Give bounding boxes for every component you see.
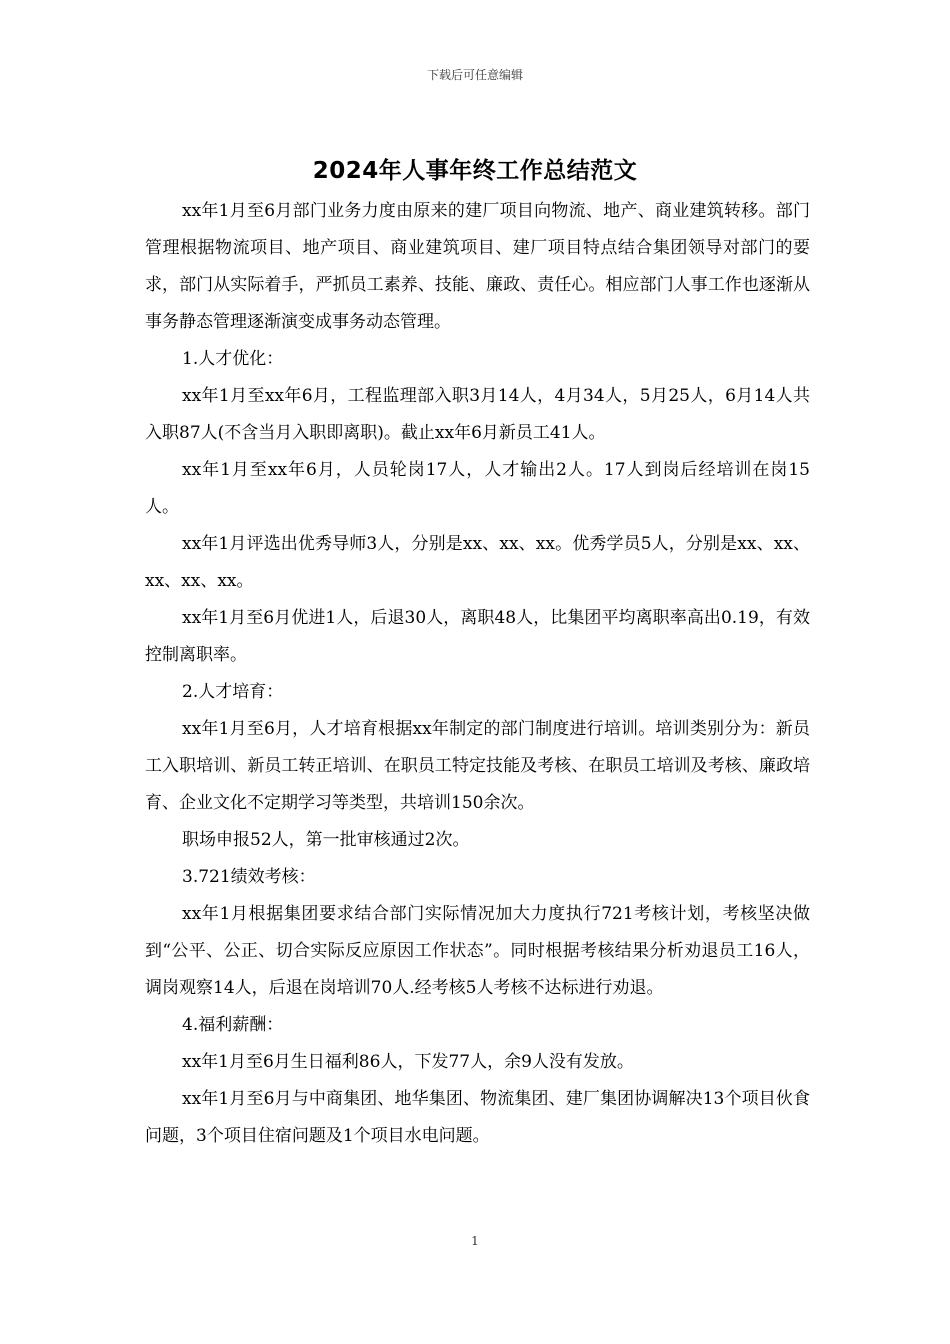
section-heading-performance-review: 3.721绩效考核：: [182, 867, 316, 887]
paragraph: xx年1月至6月优进1人，后退30人，离职48人，比集团平均离职率高出0.19，有效控制离职率。: [145, 608, 810, 665]
paragraph: xx年1月根据集团要求结合部门实际情况加大力度执行721考核计划，考核坚决做到“公平、公正、切合实际反应原因工作状态”。同时根据考核结果分析劝退员工16人，调岗观察14人，后退在岗培训70人.经考核5人考核不达标进行劝退。: [145, 904, 810, 998]
paragraph-intro: xx年1月至6月部门业务力度由原来的建厂项目向物流、地产、商业建筑转移。部门管理根据物流项目、地产项目、商业建筑项目、建厂项目特点结合集团领导对部门的要求，部门从实际着手，严抓员工素养、技能、廉政、责任心。相应部门人事工作也逐渐从事务静态管理逐渐演变成事务动态管理。: [145, 201, 810, 332]
page-header-note: 下载后可任意编辑: [426, 68, 523, 82]
paragraph: xx年1月至6月生日福利86人，下发77人，余9人没有发放。: [182, 1052, 634, 1072]
page-number: 1: [471, 1234, 479, 1248]
paragraph: 职场申报52人，第一批审核通过2次。: [182, 830, 470, 850]
paragraph: xx年1月至6月，人才培育根据xx年制定的部门制度进行培训。培训类别分为：新员工入职培训、新员工转正培训、在职员工特定技能及考核、在职员工培训及考核、廉政培育、企业文化不定期学习等类型，共培训150余次。: [145, 719, 810, 813]
paragraph: xx年1月至xx年6月，人员轮岗17人，人才输出2人。17人到岗后经培训在岗15人。: [145, 460, 810, 517]
section-heading-welfare-salary: 4.福利薪酬：: [182, 1015, 284, 1035]
section-heading-talent-optimization: 1.人才优化：: [182, 349, 284, 369]
section-heading-talent-training: 2.人才培育：: [182, 682, 284, 702]
paragraph: xx年1月至6月与中商集团、地华集团、物流集团、建厂集团协调解决13个项目伙食问题，3个项目住宿问题及1个项目水电问题。: [145, 1089, 810, 1146]
page-title: 2024年人事年终工作总结范文: [312, 158, 638, 184]
paragraph: xx年1月至xx年6月，工程监理部入职3月14人，4月34人，5月25人，6月14人共入职87人(不含当月入职即离职)。截止xx年6月新员工41人。: [145, 386, 810, 443]
paragraph: xx年1月评选出优秀导师3人，分别是xx、xx、xx。优秀学员5人，分别是xx、xx、xx、xx、xx。: [145, 534, 810, 591]
document-body: [145, 193, 810, 1155]
